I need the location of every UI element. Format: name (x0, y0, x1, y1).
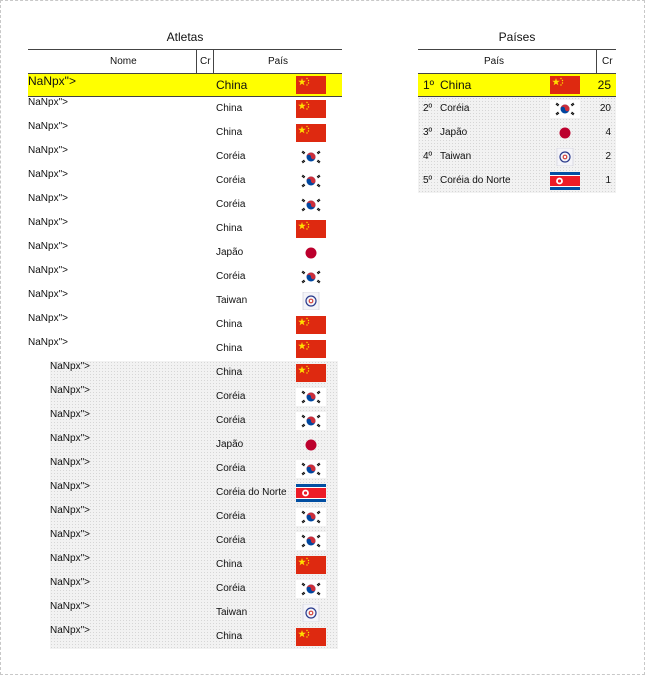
athletes-title: Atletas (166, 30, 204, 44)
athlete-country: Japão (216, 439, 244, 450)
athlete-country: Taiwan (216, 295, 248, 306)
countries-header-country: País (484, 56, 505, 67)
athlete-row: NaNpx"> China (50, 361, 338, 385)
japan-flag-icon (296, 244, 326, 262)
athlete-country: Coréia (216, 535, 246, 546)
korea-flag-icon (296, 412, 326, 430)
country-name: Japão (440, 127, 468, 138)
athlete-row: NaNpx"> Coréia (50, 529, 338, 553)
korea-flag-icon (296, 268, 326, 286)
athlete-country: China (216, 319, 243, 330)
taiwan-flag-icon (296, 604, 326, 622)
athlete-country: China (216, 127, 243, 138)
country-rank: 4º (423, 151, 433, 162)
country-name: Coréia (440, 103, 470, 114)
country-row (418, 73, 616, 97)
athlete-row: NaNpx"> Coréia (50, 385, 338, 409)
athlete-row: NaNpx"> Taiwan (50, 601, 338, 625)
taiwan-flag-icon (550, 148, 580, 166)
countries-header (418, 49, 616, 73)
china-flag-icon (296, 76, 326, 94)
china-flag-icon (296, 340, 326, 358)
athlete-row: NaNpx"> Coréia (50, 577, 338, 601)
athletes-header-country: País (268, 56, 289, 67)
athlete-row: NaNpx"> Coréia (28, 193, 342, 217)
north-korea-flag-icon (550, 172, 580, 190)
korea-flag-icon (296, 580, 326, 598)
country-cr: 2 (605, 151, 611, 162)
china-flag-icon (550, 76, 580, 94)
athletes-header-cr: Cr (200, 56, 211, 67)
athlete-country: Coréia (216, 463, 246, 474)
korea-flag-icon (296, 148, 326, 166)
countries-title: Países (498, 30, 536, 44)
korea-flag-icon (296, 388, 326, 406)
athlete-row: NaNpx"> Coréia (28, 145, 342, 169)
athlete-row: NaNpx"> China (50, 553, 338, 577)
athlete-country: China (216, 223, 243, 234)
japan-flag-icon (550, 124, 580, 142)
countries-header-divider (596, 49, 597, 73)
athlete-country: Coréia (216, 175, 246, 186)
korea-flag-icon (296, 532, 326, 550)
athlete-country: China (216, 559, 243, 570)
athlete-country: Coréia (216, 583, 246, 594)
athlete-row: NaNpx"> Coréia (28, 265, 342, 289)
athlete-country: Coréia (216, 199, 246, 210)
china-flag-icon (296, 124, 326, 142)
athlete-country: China (216, 78, 248, 92)
country-rank: 2º (423, 103, 433, 114)
country-rank: 3º (423, 127, 433, 138)
athlete-country: China (216, 343, 243, 354)
athlete-country: Coréia (216, 415, 246, 426)
korea-flag-icon (296, 172, 326, 190)
north-korea-flag-icon (296, 484, 326, 502)
korea-flag-icon (296, 508, 326, 526)
athlete-row: NaNpx"> China (28, 73, 342, 97)
country-name: China (440, 78, 472, 92)
athletes-header (28, 49, 342, 73)
athlete-country: Taiwan (216, 607, 248, 618)
athletes-header-name: Nome (110, 56, 137, 67)
athlete-row: NaNpx"> China (28, 313, 342, 337)
china-flag-icon (296, 316, 326, 334)
korea-flag-icon (296, 460, 326, 478)
athlete-row: NaNpx"> China (28, 121, 342, 145)
athlete-country: Coréia (216, 391, 246, 402)
countries-header-cr: Cr (602, 56, 613, 67)
athlete-country: Coréia (216, 151, 246, 162)
country-name: Taiwan (440, 151, 472, 162)
athlete-country: China (216, 367, 243, 378)
country-cr: 25 (597, 78, 611, 92)
china-flag-icon (296, 364, 326, 382)
country-name: Coréia do Norte (440, 175, 511, 186)
china-flag-icon (296, 100, 326, 118)
china-flag-icon (296, 628, 326, 646)
china-flag-icon (296, 556, 326, 574)
athlete-row: NaNpx"> Coréia do Norte (50, 481, 338, 505)
athlete-row: NaNpx"> Coréia (50, 409, 338, 433)
athlete-country: China (216, 631, 243, 642)
country-row (418, 97, 616, 121)
athlete-row: NaNpx"> Coréia (28, 169, 342, 193)
athlete-row: NaNpx"> Coréia (50, 457, 338, 481)
athlete-row: NaNpx"> Japão (50, 433, 338, 457)
athlete-country: Japão (216, 247, 244, 258)
country-cr: 4 (605, 127, 611, 138)
athlete-row: NaNpx"> China (50, 625, 338, 649)
athlete-country: Coréia do Norte (216, 487, 287, 498)
athlete-row: NaNpx"> Japão (28, 241, 342, 265)
country-rank: 1º (423, 78, 435, 92)
athletes-header-divider (196, 49, 197, 73)
korea-flag-icon (550, 100, 580, 118)
japan-flag-icon (296, 436, 326, 454)
athlete-country: China (216, 103, 243, 114)
athlete-row: NaNpx"> Coréia (50, 505, 338, 529)
athlete-row: NaNpx"> China (28, 97, 342, 121)
country-row (418, 121, 616, 145)
taiwan-flag-icon (296, 292, 326, 310)
korea-flag-icon (296, 196, 326, 214)
country-cr: 1 (605, 175, 611, 186)
athlete-country: Coréia (216, 511, 246, 522)
athlete-country: Coréia (216, 271, 246, 282)
athlete-row: NaNpx"> China (28, 337, 342, 361)
country-rank: 5º (423, 175, 433, 186)
athlete-row: NaNpx"> Taiwan (28, 289, 342, 313)
china-flag-icon (296, 220, 326, 238)
country-cr: 20 (599, 103, 611, 114)
athlete-row: NaNpx"> China (28, 217, 342, 241)
country-row (418, 145, 616, 169)
athletes-header-divider (213, 49, 214, 73)
country-row (418, 169, 616, 193)
